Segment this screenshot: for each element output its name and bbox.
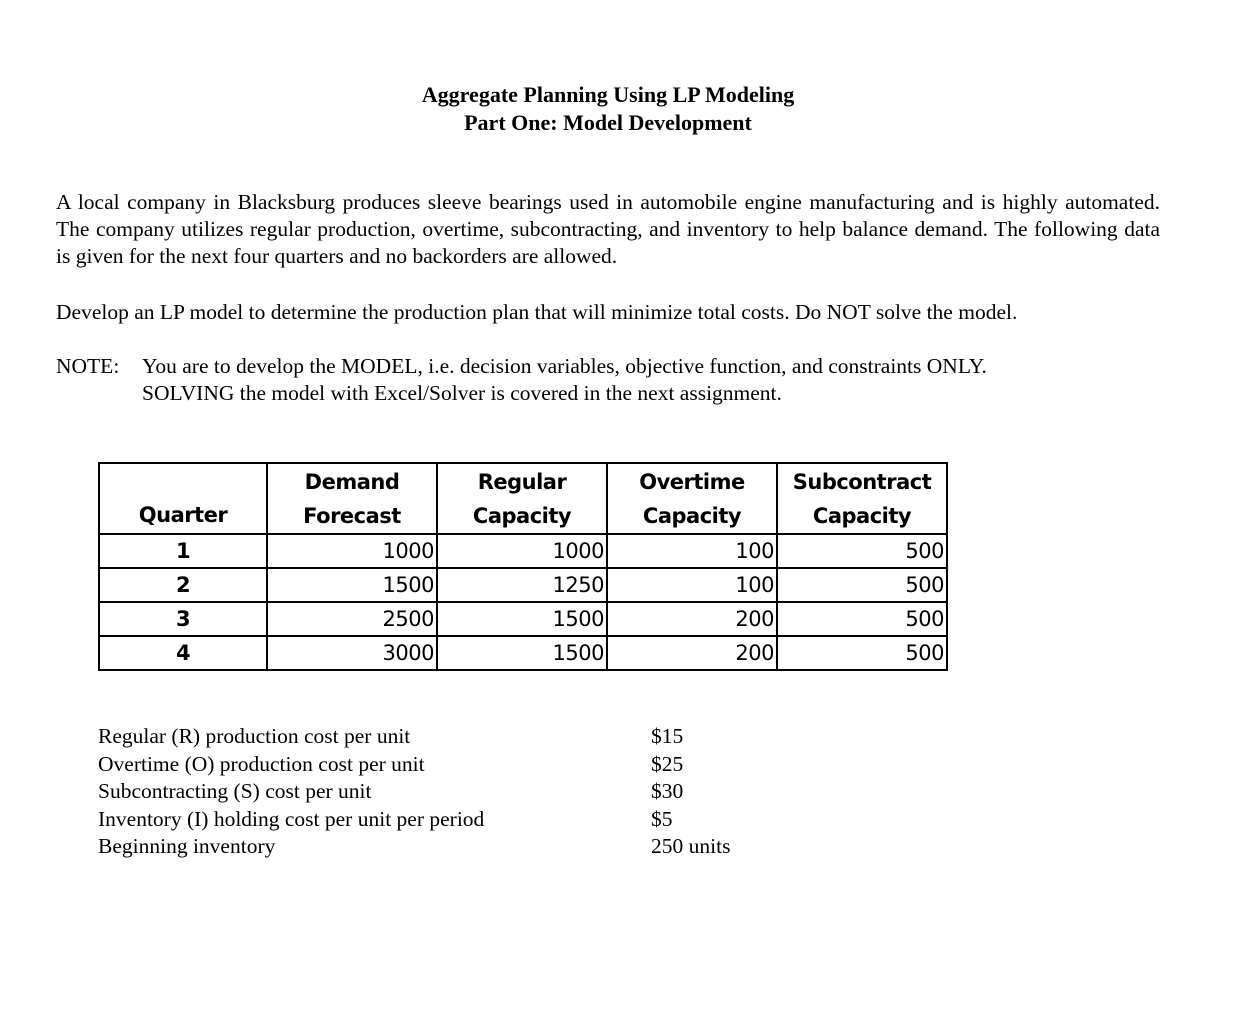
cell-overtime: 100 [607, 534, 777, 568]
list-item [98, 723, 798, 751]
cell-subcontract: 500 [777, 568, 947, 602]
table-row [99, 602, 947, 636]
cell-demand: 2500 [267, 602, 437, 636]
note-block [56, 353, 1160, 407]
cell-demand: 1000 [267, 534, 437, 568]
header-line: Capacity [472, 503, 572, 528]
cell-quarter: 1 [99, 534, 267, 568]
header-line: Regular [477, 469, 567, 494]
header-line: Capacity [642, 503, 742, 528]
column-header-quarter [99, 463, 267, 534]
column-header-overtime [607, 463, 777, 534]
cell-regular: 1500 [437, 602, 607, 636]
header-line: Overtime [639, 469, 745, 494]
cost-value: $15 [651, 724, 684, 748]
cell-overtime: 200 [607, 636, 777, 670]
table-row [99, 534, 947, 568]
cost-list [98, 723, 798, 861]
list-item [98, 778, 798, 806]
cell-overtime: 200 [607, 602, 777, 636]
header-line: Demand [304, 469, 400, 494]
cost-value: 250 units [651, 834, 731, 858]
note-label: NOTE: [56, 354, 120, 378]
cost-label: Overtime (O) production cost per unit [98, 751, 425, 776]
cost-label: Beginning inventory [98, 834, 276, 858]
header-line: Capacity [812, 503, 912, 528]
cell-subcontract: 500 [777, 636, 947, 670]
column-header-subcontract [777, 463, 947, 534]
note-line-1: You are to develop the MODEL, i.e. decision variables, objective function, and constraints ONLY. [142, 354, 987, 378]
cost-value: $25 [651, 751, 684, 776]
header-line: Quarter [138, 503, 228, 527]
cell-overtime: 100 [607, 568, 777, 602]
cost-value: $5 [651, 806, 673, 831]
problem-description: A local company in Blacksburg produces sleeve bearings used in automobile engine manufacturing and is highly automated. The company utilizes regular production, overtime, subcontracting, and inventory to help balance demand. The following data is given for the next four quarters and no backorders are allowed. [56, 190, 1160, 268]
cell-quarter: 3 [99, 602, 267, 636]
data-table [98, 462, 948, 671]
header-line: Forecast [303, 503, 401, 528]
cell-subcontract: 500 [777, 602, 947, 636]
cell-demand: 3000 [267, 636, 437, 670]
cell-demand: 1500 [267, 568, 437, 602]
header-line: Subcontract [792, 469, 932, 494]
cost-label: Inventory (I) holding cost per unit per period [98, 806, 485, 831]
page-subtitle: Part One: Model Development [464, 110, 752, 135]
cell-quarter: 4 [99, 636, 267, 670]
list-item [98, 806, 798, 834]
table-row [99, 636, 947, 670]
table-row [99, 568, 947, 602]
page-title: Aggregate Planning Using LP Modeling [421, 82, 795, 107]
cell-regular: 1000 [437, 534, 607, 568]
task-instruction: Develop an LP model to determine the production plan that will minimize total costs. Do NOT solve the model. [56, 300, 1018, 324]
table-header-row [99, 463, 947, 534]
list-item [98, 751, 798, 779]
cell-subcontract: 500 [777, 534, 947, 568]
cost-label: Subcontracting (S) cost per unit [98, 779, 372, 803]
column-header-regular [437, 463, 607, 534]
note-line-2: SOLVING the model with Excel/Solver is covered in the next assignment. [142, 381, 782, 405]
cell-regular: 1500 [437, 636, 607, 670]
cost-value: $30 [651, 779, 684, 803]
column-header-demand [267, 463, 437, 534]
cell-regular: 1250 [437, 568, 607, 602]
cell-quarter: 2 [99, 568, 267, 602]
list-item [98, 833, 798, 861]
cost-label: Regular (R) production cost per unit [98, 724, 411, 748]
